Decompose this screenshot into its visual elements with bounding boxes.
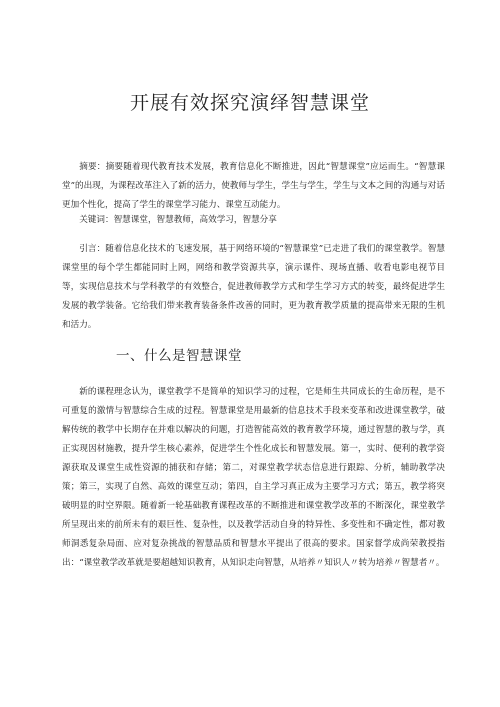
document-title: 开展有效探究演绎智慧课堂	[129, 92, 370, 114]
section-heading: 一、什么是智慧课堂	[116, 348, 242, 364]
abstract-paragraph: 摘要：摘要随着现代教育技术发展，教育信息化不断推进，因此“智慧课堂”应运而生。“智慧课堂”的出现，为课程改革注入了新的活力，使教师与学生，学生与学生，学生与文本之间的沟通与对话更加个性化，提高了学生的课堂学习能力、课堂互动能力。	[62, 162, 445, 210]
section-body-paragraph: 新的课程理念认为，课堂教学不是简单的知识学习的过程，它是师生共同成长的生命历程，是不可重复的激情与智慧综合生成的过程。智慧课堂是用最新的信息技术手段来变革和改进课堂教学，破解传统的教学中长期存在并难以解决的问题，打造智能高效的教育教学环境，通过智慧的教与学，真正实现因材施教，提升学生核心素养，促进学生个性化成长和智慧发展。第一，实时、便利的教学资源获取及课堂生成性资源的捕获和存储；第二，对课堂教学状态信息进行跟踪、分析，辅助教学决策；第三，实现了自然、高效的课堂互动；第四，自主学习真正成为主要学习方式；第五，教学将突破明显的时空界限。随着新一轮基础教育课程改革的不断推进和课堂教学改革的不断深化，课堂教学所呈现出来的前所未有的艰巨性、复杂性，以及教学活动自身的特异性、多变性和不确定性，都对教师洞悉复杂局面、应对复杂挑战的智慧品质和智慧水平提出了很高的要求。国家督学成尚荣教授指出：“课堂教学改革就是要超越知识教育，从知识走向智慧，从培养〃知识人〃转为培养〃智慧者〃。	[62, 387, 445, 568]
keywords-paragraph: 关键词：智慧课堂，智慧教师，高效学习，智慧分享	[79, 215, 277, 225]
introduction-paragraph: 引言：随着信息化技术的飞速发展，基于网络环境的“智慧课堂”已走进了我们的课堂教学。智慧课堂里的每个学生都能同时上网，网络和教学资源共享，演示课件、现场直播、收看电影电视节目等，实现信息技术与学科教学的有效整合，促进教师教学方式和学生学习方式的转变，最终促进学生发展的教学装备。它给我们带来教育装备条件改善的同时，更为教育教学质量的提高带来无限的生机和活力。	[62, 244, 445, 330]
